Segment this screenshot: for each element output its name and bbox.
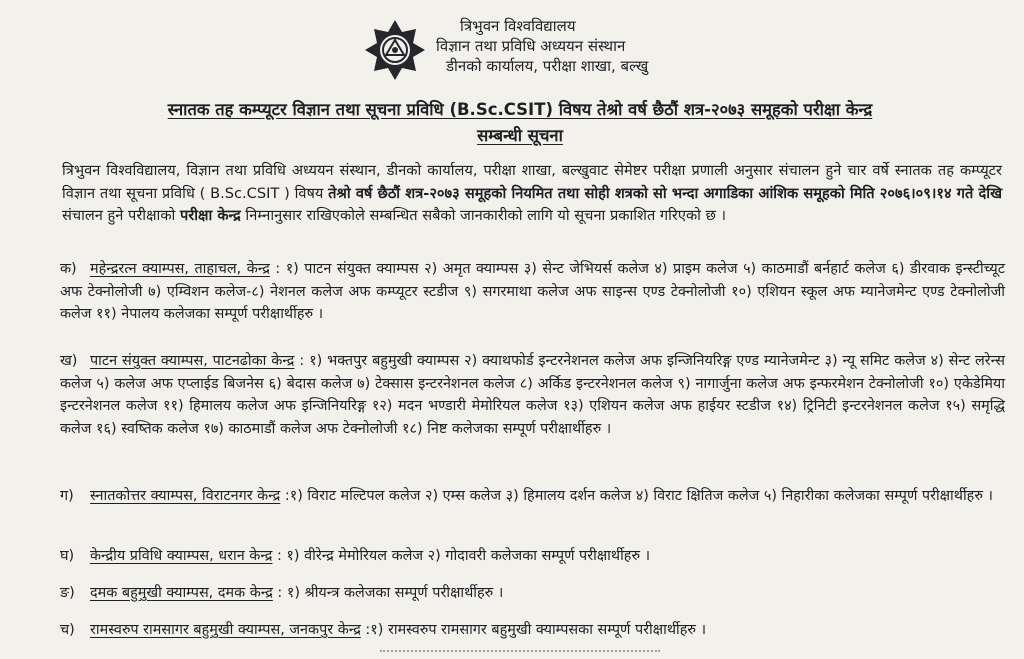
office-name: डीनको कार्यालय, परीक्षा शाखा, बल्खु: [446, 57, 649, 75]
center-item-cha: [60, 619, 1005, 642]
notice-title: [60, 97, 980, 149]
center-marker: ख): [60, 353, 78, 369]
university-name: त्रिभुवन विश्वविद्यालय: [460, 17, 576, 35]
center-name: पाटन संयुक्त क्याम्पस, पाटनढोका केन्द्र: [90, 353, 295, 369]
center-item-ka: [60, 258, 1005, 326]
intro-bold-dates: तेश्रो वर्ष छैठौं शत्र-२०७३ समूहको नियमित तथा सोही शत्रको सो भन्दा अगाडिका आंशिक समूहको मिति २०७६।०९।१४ गते देखि: [328, 184, 1003, 202]
center-colleges: : १) वीरेन्द्र मेमोरियल कलेज २) गोदावरी कलेजका सम्पूर्ण परीक्षार्थीहरु ।: [272, 548, 651, 564]
center-item-ga: [60, 485, 1005, 508]
center-marker: ग): [60, 488, 74, 504]
center-colleges: : १) भक्तपुर बहुमुखी क्याम्पस २) क्याथफोर्ड इन्टरनेशनल कलेज अफ इन्जिनियरिङ्ग एण्ड म्यानेजमेन्ट ३) न्यू समिट कलेज ४) सेन्ट लरेन्स कलेज ५) कलेज अफ एप्लाईड बिजनेस ६) बेदास कलेज ७) टेक्सास इन्टरनेशनल कलेज ८) अर्किड इन्टरनेशनल कलेज ९) नागार्जुना कलेज अफ इन्फरमेशन टेक्नोलोजी १०) एकेडेमिया इन्टरनेशनल कलेज ११) हिमालय कलेज अफ इन्जिनियरिङ्ग १२) मदन भण्डारी मेमोरियल कलेज १३) एशियन कलेज अफ हाईयर स्टडीज १४) ट्रिनिटी इन्टरनेशनल कलेज १५) समृद्धि कलेज १६) स्वष्तिक कलेज १७) काठमाडौं कलेज अफ टेक्नोलोजी १८) निष्ट कलेजका सम्पूर्ण परीक्षार्थीहरु ।: [60, 353, 1005, 437]
center-item-kha: [60, 350, 1005, 440]
center-marker: ङ): [60, 585, 75, 601]
cut-off-next-line: [380, 650, 660, 659]
center-name: केन्द्रीय प्रविधि क्याम्पस, धरान केन्द्र: [90, 548, 273, 564]
center-item-nga: [60, 582, 1005, 605]
intro-text-1: त्रिभुवन विश्वविद्यालय, विज्ञान तथा प्रविधि अध्ययन संस्थान, डीनको कार्यालय, परीक्षा शाखा, बल्खुवाट सेमेष्टर परीक्षा प्रणाली अनुसार संचालन हुने चार वर्षे स्नातक तह कम्प्यूटर विज्ञान तथा सूचना प्रविधि ( B.Sc.CSIT ) विषय: [62, 162, 1002, 202]
intro-text-2: संचालन हुने परीक्षाको: [62, 207, 180, 224]
center-item-gha: [60, 545, 1005, 568]
center-colleges: : १) श्रीयन्त्र कलेजका सम्पूर्ण परीक्षार्थीहरु ।: [272, 585, 504, 601]
center-marker: घ): [60, 548, 75, 564]
center-colleges: :१) विराट मल्टिपल कलेज २) एम्स कलेज ३) हिमालय दर्शन कलेज ४) विराट क्षितिज कलेज ५) निहारीका कलेजका सम्पूर्ण परीक्षार्थीहरु ।: [280, 488, 993, 504]
center-name: दमक बहुमुखी क्याम्पस, दमक केन्द्र: [90, 585, 273, 601]
title-line-2: सम्बन्धी सूचना: [477, 126, 563, 145]
intro-bold-center: परीक्षा केन्द्र: [179, 207, 241, 224]
center-name: रामस्वरुप रामसागर बहुमुखी क्याम्पस, जनकपुर केन्द्र: [90, 622, 361, 638]
organization-name-block: [436, 16, 648, 76]
center-name: स्नातकोत्तर क्याम्पस, विराटनगर केन्द्र: [90, 488, 281, 504]
intro-text-3: निम्नानुसार राखिएकोले सम्बन्धित सबैको जानकारीको लागि यो सूचना प्रकाशित गरिएको छ ।: [240, 207, 726, 224]
center-colleges: :१) रामस्वरुप रामसागर बहुमुखी क्याम्पसका सम्पूर्ण परीक्षार्थीहरु ।: [360, 622, 707, 638]
institute-name: विज्ञान तथा प्रविधि अध्ययन संस्थान: [436, 37, 626, 55]
intro-paragraph: [62, 160, 1002, 228]
center-marker: च): [60, 622, 75, 638]
letterhead: [0, 8, 1024, 88]
tu-star-emblem-icon: [363, 18, 427, 82]
center-colleges: : १) पाटन संयुक्त क्याम्पस २) अमृत क्याम्पस ३) सेन्ट जेभियर्स कलेज ४) प्राइम कलेज ५) काठमाडौं बर्नहार्ट कलेज ६) डीरवाक इन्स्टीच्यूट अफ टेक्नोलोजी ७) एम्विशन कलेज-८) नेशनल कलेज अफ कम्प्यूटर स्टडीज ९) सगरमाथा कलेज अफ साइन्स एण्ड टेक्नोलोजी १०) एशियन स्कूल अफ म्यानेजमेन्ट एण्ड टेक्नोलोजी कलेज ११) नेपालय कलेजका सम्पूर्ण परीक्षार्थीहरु ।: [60, 261, 1005, 322]
center-name: महेन्द्ररत्न क्याम्पस, ताहाचल, केन्द्र: [90, 261, 270, 277]
center-marker: क): [60, 261, 77, 277]
title-line-1: स्नातक तह कम्प्यूटर विज्ञान तथा सूचना प्रविधि (B.Sc.CSIT) विषय तेश्रो वर्ष छैठौं शत्र-२०७३ समूहको परीक्षा केन्द्र: [167, 100, 873, 119]
